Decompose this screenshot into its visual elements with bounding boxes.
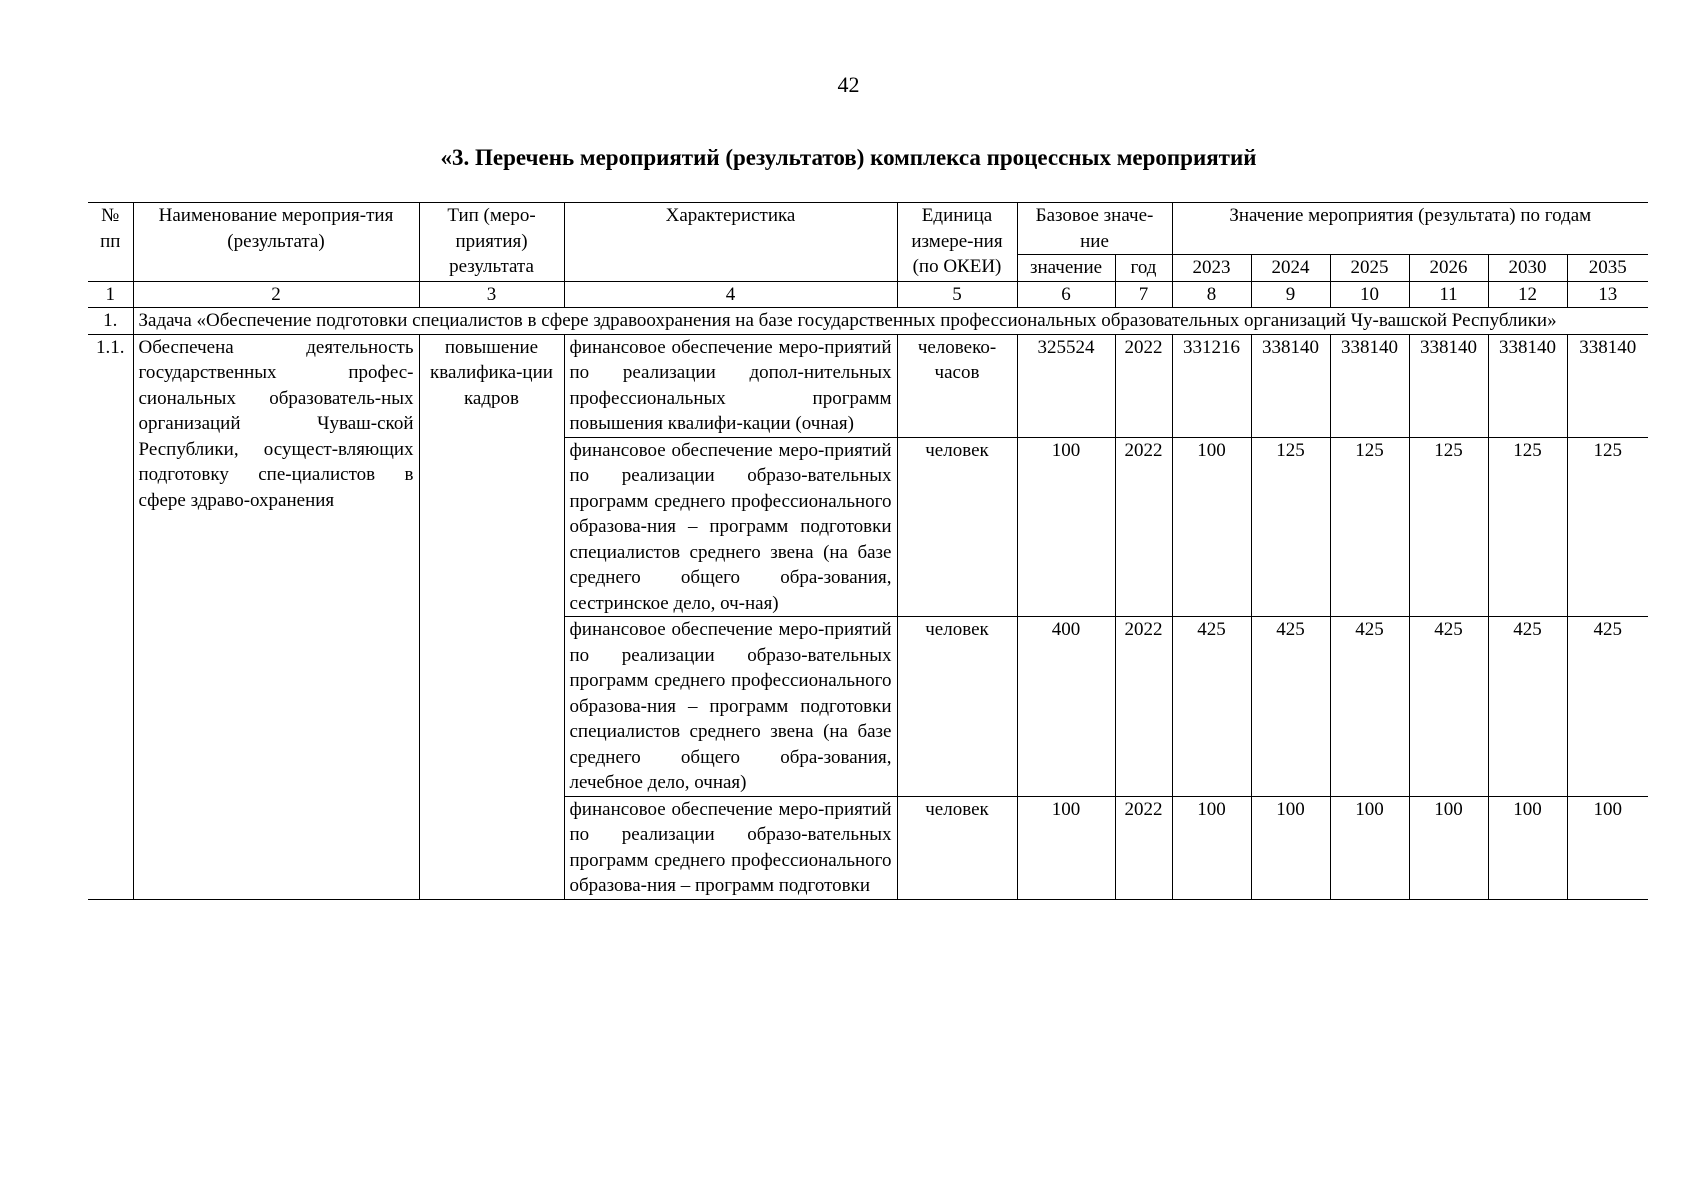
column-number: 3 <box>419 281 564 308</box>
document-title: «3. Перечень мероприятий (результатов) комплекса процессных мероприятий <box>440 145 1257 170</box>
task-text: Задача «Обеспечение подготовки специалистов в сфере здравоохранения на базе государственных профессиональных образовательных организаций Чу-вашской Республики» <box>133 308 1648 335</box>
header-year: 2035 <box>1567 255 1648 282</box>
measures-table <box>88 202 1648 900</box>
column-number: 8 <box>1172 281 1251 308</box>
header-year: 2023 <box>1172 255 1251 282</box>
header-base-year: год <box>1115 255 1172 282</box>
header-year: 2030 <box>1488 255 1567 282</box>
year-value-cell: 100 <box>1488 796 1567 899</box>
header-year: 2024 <box>1251 255 1330 282</box>
column-number: 13 <box>1567 281 1648 308</box>
measure-type: повышение квалифика-ции кадров <box>419 334 564 899</box>
year-value-cell: 125 <box>1409 437 1488 617</box>
characteristic-cell: финансовое обеспечение меро-приятий по реализации образо-вательных программ среднего профессионального образова-ния – программ подготовки специалистов среднего звена (на базе среднего общего обра-зования, сестринское дело, оч-ная) <box>564 437 897 617</box>
year-value-cell: 100 <box>1330 796 1409 899</box>
header-num: № пп <box>88 203 133 282</box>
year-value-cell: 338140 <box>1488 334 1567 437</box>
header-base-value: значение <box>1017 255 1115 282</box>
year-value-cell: 100 <box>1567 796 1648 899</box>
column-number: 12 <box>1488 281 1567 308</box>
header-name: Наименование мероприя-тия (результата) <box>133 203 419 282</box>
base-value-cell: 325524 <box>1017 334 1115 437</box>
header-year: 2026 <box>1409 255 1488 282</box>
unit-cell: человек <box>897 796 1017 899</box>
column-number: 10 <box>1330 281 1409 308</box>
year-value-cell: 425 <box>1251 617 1330 797</box>
column-number: 2 <box>133 281 419 308</box>
year-value-cell: 100 <box>1409 796 1488 899</box>
header-year: 2025 <box>1330 255 1409 282</box>
column-number: 6 <box>1017 281 1115 308</box>
base-value-cell: 100 <box>1017 437 1115 617</box>
unit-cell: человек <box>897 617 1017 797</box>
year-value-cell: 100 <box>1172 796 1251 899</box>
year-value-cell: 425 <box>1567 617 1648 797</box>
base-year-cell: 2022 <box>1115 617 1172 797</box>
header-type: Тип (меро-приятия) результата <box>419 203 564 282</box>
page-number: 42 <box>837 72 860 97</box>
base-value-cell: 100 <box>1017 796 1115 899</box>
year-value-cell: 425 <box>1330 617 1409 797</box>
year-value-cell: 425 <box>1172 617 1251 797</box>
column-number: 9 <box>1251 281 1330 308</box>
header-base: Базовое значе-ние <box>1017 203 1172 255</box>
base-year-cell: 2022 <box>1115 334 1172 437</box>
base-value-cell: 400 <box>1017 617 1115 797</box>
year-value-cell: 100 <box>1251 796 1330 899</box>
header-unit: Единица измере-ния (по ОКЕИ) <box>897 203 1017 282</box>
measure-name: Обеспечена деятельность государственных профес-сиональных образователь-ных организаций Чуваш-ской Республики, осущест-вляющих подготовку спе-циалистов в сфере здраво-охранения <box>133 334 419 899</box>
header-years-group: Значение мероприятия (результата) по годам <box>1172 203 1648 255</box>
year-value-cell: 425 <box>1488 617 1567 797</box>
characteristic-cell: финансовое обеспечение меро-приятий по реализации образо-вательных программ среднего профессионального образова-ния – программ подготовки специалистов среднего звена (на базе среднего общего обра-зования, лечебное дело, очная) <box>564 617 897 797</box>
column-number: 4 <box>564 281 897 308</box>
table-row <box>88 334 1648 437</box>
year-value-cell: 338140 <box>1567 334 1648 437</box>
year-value-cell: 125 <box>1330 437 1409 617</box>
column-number: 5 <box>897 281 1017 308</box>
unit-cell: человек <box>897 437 1017 617</box>
measure-num: 1.1. <box>88 334 133 899</box>
unit-cell: человеко-часов <box>897 334 1017 437</box>
characteristic-cell: финансовое обеспечение меро-приятий по реализации допол-нительных профессиональных программ повышения квалифи-кации (очная) <box>564 334 897 437</box>
header-characteristic: Характеристика <box>564 203 897 282</box>
year-value-cell: 338140 <box>1409 334 1488 437</box>
year-value-cell: 338140 <box>1251 334 1330 437</box>
base-year-cell: 2022 <box>1115 796 1172 899</box>
year-value-cell: 338140 <box>1330 334 1409 437</box>
task-row <box>88 308 1648 335</box>
year-value-cell: 125 <box>1251 437 1330 617</box>
column-number: 11 <box>1409 281 1488 308</box>
base-year-cell: 2022 <box>1115 437 1172 617</box>
column-number: 7 <box>1115 281 1172 308</box>
year-value-cell: 100 <box>1172 437 1251 617</box>
task-num: 1. <box>88 308 133 335</box>
year-value-cell: 331216 <box>1172 334 1251 437</box>
year-value-cell: 125 <box>1567 437 1648 617</box>
year-value-cell: 125 <box>1488 437 1567 617</box>
column-numbers-row <box>88 281 1648 308</box>
year-value-cell: 425 <box>1409 617 1488 797</box>
characteristic-cell: финансовое обеспечение меро-приятий по реализации образо-вательных программ среднего профессионального образова-ния – программ подготовки <box>564 796 897 899</box>
column-number: 1 <box>88 281 133 308</box>
